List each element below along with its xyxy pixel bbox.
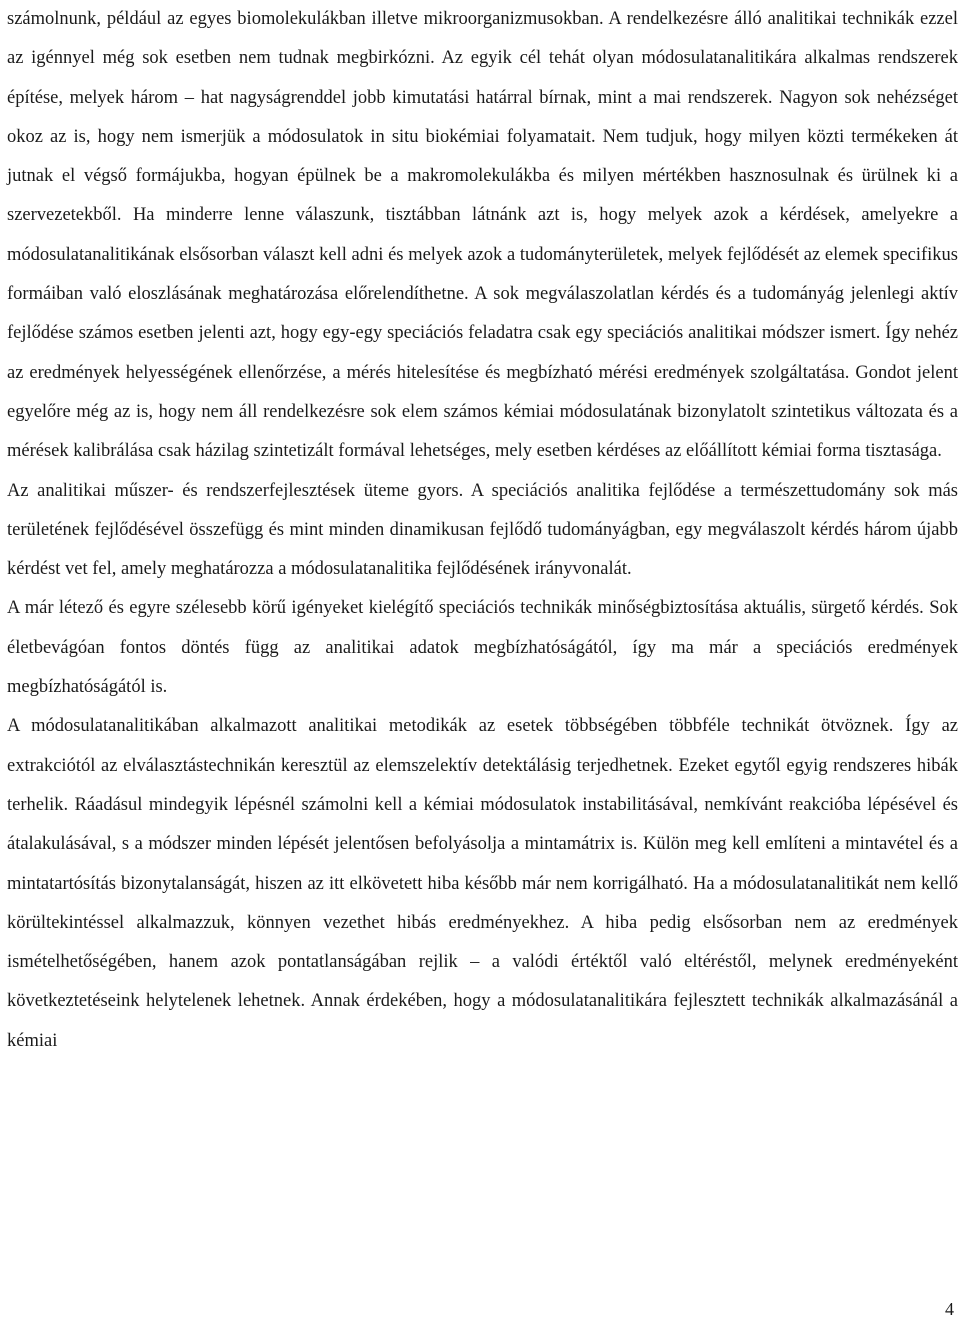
paragraph-1: számolnunk, például az egyes biomolekulákban illetve mikroorganizmusokban. A rendelkezésre álló analitikai technikák ezzel az igénnyel még sok esetben nem tudnak megbirkózni. Az egyik cél tehát olyan módosulatanalitikára alkalmas rendszerek építése, melyek három – hat nagyságrenddel jobb kimutatási határral bírnak, mint a mai rendszerek. Nagyon sok nehézséget okoz az is, hogy nem ismerjük a módosulatok in situ biokémiai folyamatait. Nem tudjuk, hogy milyen közti termékeken át jutnak el végső formájukba, hogyan épülnek be a makromolekulákba és milyen mértékben hasznosulnak és ürülnek ki a szervezetekből. Ha minderre lenne válaszunk, tisztábban látnánk azt is, hogy melyek azok a kérdések, amelyekre a módosulatanalitikának elsősorban választ kell adni és melyek azok a tudományterületek, melyek fejlődését az elemek specifikus formáiban való eloszlásának meghatározása előrelendíthetne. A sok megválaszolatlan kérdés és a tudományág jelenlegi aktív fejlődése számos esetben jelenti azt, hogy egy-egy speciációs feladatra csak egy speciációs analitikai módszer ismert. Így nehéz az eredmények helyességének ellenőrzése, a mérés hitelesítése és megbízható mérési eredmények szolgáltatása. Gondot jelent egyelőre még az is, hogy nem áll rendelkezésre sok elem számos kémiai módosulatának bizonylatolt szintetikus változata és a mérések kalibrálása csak házilag szintetizált formával lehetséges, mely esetben kérdéses az előállított kémiai forma tisztasága.	[7, 9, 958, 462]
paragraph-3: A már létező és egyre szélesebb körű igényeket kielégítő speciációs technikák minőségbiztosítása aktuális, sürgető kérdés. Sok életbevágóan fontos döntés függ az analitikai adatok megbízhatóságától, így ma már a speciációs eredmények megbízhatóságától is.	[7, 598, 958, 698]
document-page	[7, 0, 958, 1061]
page-number: 4	[945, 1299, 954, 1319]
paragraph-2: Az analitikai műszer- és rendszerfejlesztések üteme gyors. A speciációs analitika fejlődése a természettudomány sok más területének fejlődésével összefügg és mint minden dinamikusan fejlődő tudományágban, egy megválaszolt kérdés három újabb kérdést vet fel, amely meghatározza a módosulatanalitika fejlődésének irányvonalát.	[7, 480, 958, 580]
paragraph-4: A módosulatanalitikában alkalmazott analitikai metodikák az esetek többségében többféle technikát ötvöznek. Így az extrakciótól az elválasztástechnikán keresztül az elemszelektív detektálásig terjedhetnek. Ezeket egytől egyig rendszeres hibák terhelik. Ráadásul mindegyik lépésnél számolni kell a kémiai módosulatok instabilitásával, nemkívánt reakcióba lépésével és átalakulásával, s a módszer minden lépését jelentősen befolyásolja a mintamátrix is. Külön meg kell említeni a mintavétel és a mintatartósítás bizonytalanságát, hiszen az itt elkövetett hiba később már nem korrigálható. Ha a módosulatanalitikát nem kellő körültekintéssel alkalmazzuk, könnyen vezethet hibás eredményekhez. A hiba pedig elsősorban nem az eredmények ismételhetőségében, hanem azok pontatlanságában rejlik – a valódi értéktől való eltéréstől, melynek eredményeként következtetéseink helytelenek lehetnek. Annak érdekében, hogy a módosulatanalitikára fejlesztett technikák alkalmazásánál a kémiai	[7, 716, 958, 1051]
